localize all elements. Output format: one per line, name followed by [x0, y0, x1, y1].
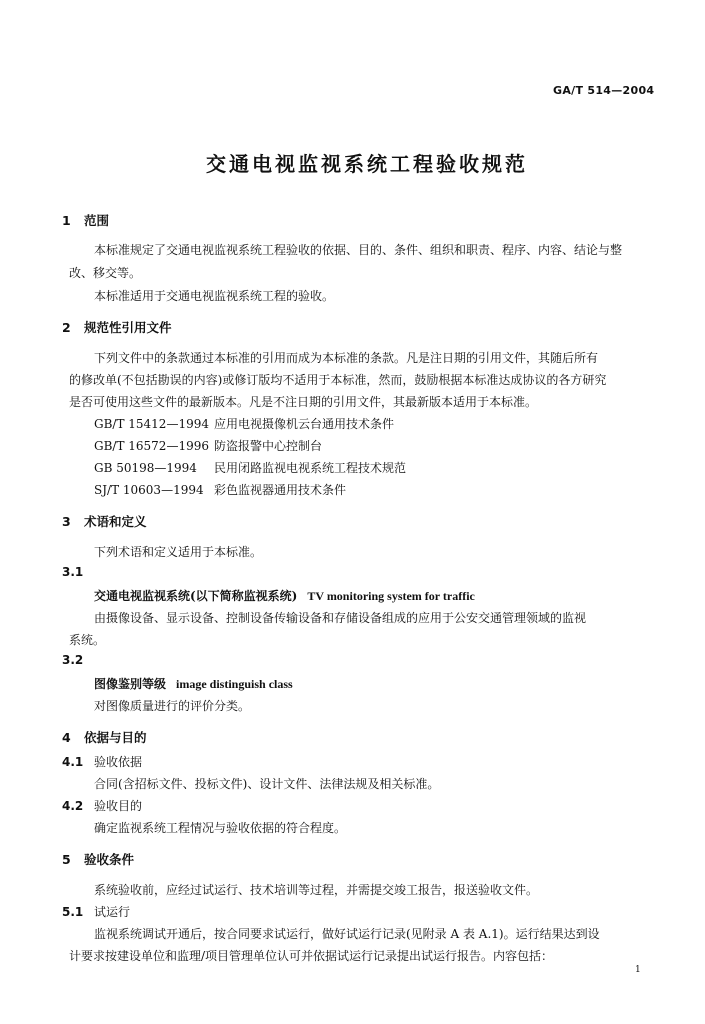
- section-3-heading: [62, 512, 147, 530]
- subsection-4-2-heading: [62, 797, 142, 814]
- subsection-number: 4.2: [62, 799, 84, 813]
- reference-code: GB 50198—1994: [94, 461, 197, 475]
- reference-code: GB/T 16572—1996: [94, 439, 209, 453]
- reference-title: 民用闭路监视电视系统工程技术规范: [214, 461, 407, 475]
- section-4-heading: [62, 728, 147, 746]
- reference-item: [94, 459, 406, 476]
- definition-line: 由摄像设备、显示设备、控制设备传输设备和存储设备组成的应用于公安交通管理领域的监视: [94, 611, 587, 625]
- section-number: 4: [62, 730, 71, 745]
- page-title: 交通电视监视系统工程验收规范: [206, 152, 528, 176]
- reference-item: [94, 415, 394, 432]
- paragraph-line: 的修改单(不包括勘误的内容)或修订版均不适用于本标准，然而，鼓励根据本标准达成协议的各方研究: [69, 373, 607, 387]
- section-5-heading: [62, 850, 134, 868]
- paragraph-line: 监视系统调试开通后，按合同要求试运行，做好试运行记录(见附录 A 表 A.1)。运行结果达到设: [94, 927, 600, 941]
- section-2-heading: [62, 318, 172, 336]
- section-1-heading: [62, 211, 109, 229]
- term-english: image distinguish class: [176, 677, 293, 691]
- reference-item: [94, 481, 346, 498]
- section-number: 2: [62, 320, 71, 335]
- section-title: 范围: [84, 213, 110, 228]
- term-index: 3.2: [62, 653, 84, 667]
- paragraph-line: 合同(含招标文件、投标文件)、设计文件、法律法规及相关标准。: [94, 777, 440, 791]
- reference-title: 应用电视摄像机云台通用技术条件: [214, 417, 395, 431]
- term-index: 3.1: [62, 565, 84, 579]
- paragraph-line: 改、移交等。: [69, 266, 142, 280]
- paragraph-line: 本标准规定了交通电视监视系统工程验收的依据、目的、条件、组织和职责、程序、内容、结论与整: [94, 243, 623, 257]
- section-title: 规范性引用文件: [84, 320, 172, 335]
- paragraph-line: 下列术语和定义适用于本标准。: [94, 545, 263, 559]
- reference-title: 防盗报警中心控制台: [214, 439, 323, 453]
- term-chinese: 图像鉴别等级: [94, 677, 167, 691]
- section-title: 术语和定义: [84, 514, 147, 529]
- subsection-title: 验收目的: [94, 799, 143, 813]
- section-title: 验收条件: [84, 852, 135, 867]
- reference-code: SJ/T 10603—1994: [94, 483, 204, 497]
- paragraph-line: 是否可使用这些文件的最新版本。凡是不注日期的引用文件，其最新版本适用于本标准。: [69, 395, 538, 409]
- paragraph-line: 下列文件中的条款通过本标准的引用而成为本标准的条款。凡是注日期的引用文件，其随后所有: [94, 351, 599, 365]
- subsection-4-1-heading: [62, 753, 142, 770]
- term-english: TV monitoring system for traffic: [307, 589, 475, 603]
- term-chinese: 交通电视监视系统(以下简称监视系统): [94, 589, 298, 603]
- term-entry: [94, 587, 475, 604]
- subsection-number: 5.1: [62, 905, 84, 919]
- standard-code: GA/T 514—2004: [553, 84, 655, 97]
- paragraph-line: 确定监视系统工程情况与验收依据的符合程度。: [94, 821, 347, 835]
- subsection-title: 试运行: [94, 905, 131, 919]
- reference-title: 彩色监视器通用技术条件: [214, 483, 347, 497]
- reference-code: GB/T 15412—1994: [94, 417, 209, 431]
- term-entry: [94, 675, 293, 692]
- section-number: 5: [62, 852, 71, 867]
- reference-item: [94, 437, 322, 454]
- definition-line: 对图像质量进行的评价分类。: [94, 699, 251, 713]
- section-number: 1: [62, 213, 71, 228]
- page-number: 1: [635, 965, 641, 975]
- paragraph-line: 系统验收前，应经过试运行、技术培训等过程，并需提交竣工报告，报送验收文件。: [94, 883, 539, 897]
- subsection-5-1-heading: [62, 903, 130, 920]
- paragraph-line: 计要求按建设单位和监理/项目管理单位认可并依据试运行记录提出试运行报告。内容包括：: [69, 949, 554, 963]
- section-number: 3: [62, 514, 71, 529]
- definition-line: 系统。: [69, 633, 106, 647]
- paragraph-line: 本标准适用于交通电视监视系统工程的验收。: [94, 289, 335, 303]
- subsection-title: 验收依据: [94, 755, 143, 769]
- section-title: 依据与目的: [84, 730, 147, 745]
- subsection-number: 4.1: [62, 755, 84, 769]
